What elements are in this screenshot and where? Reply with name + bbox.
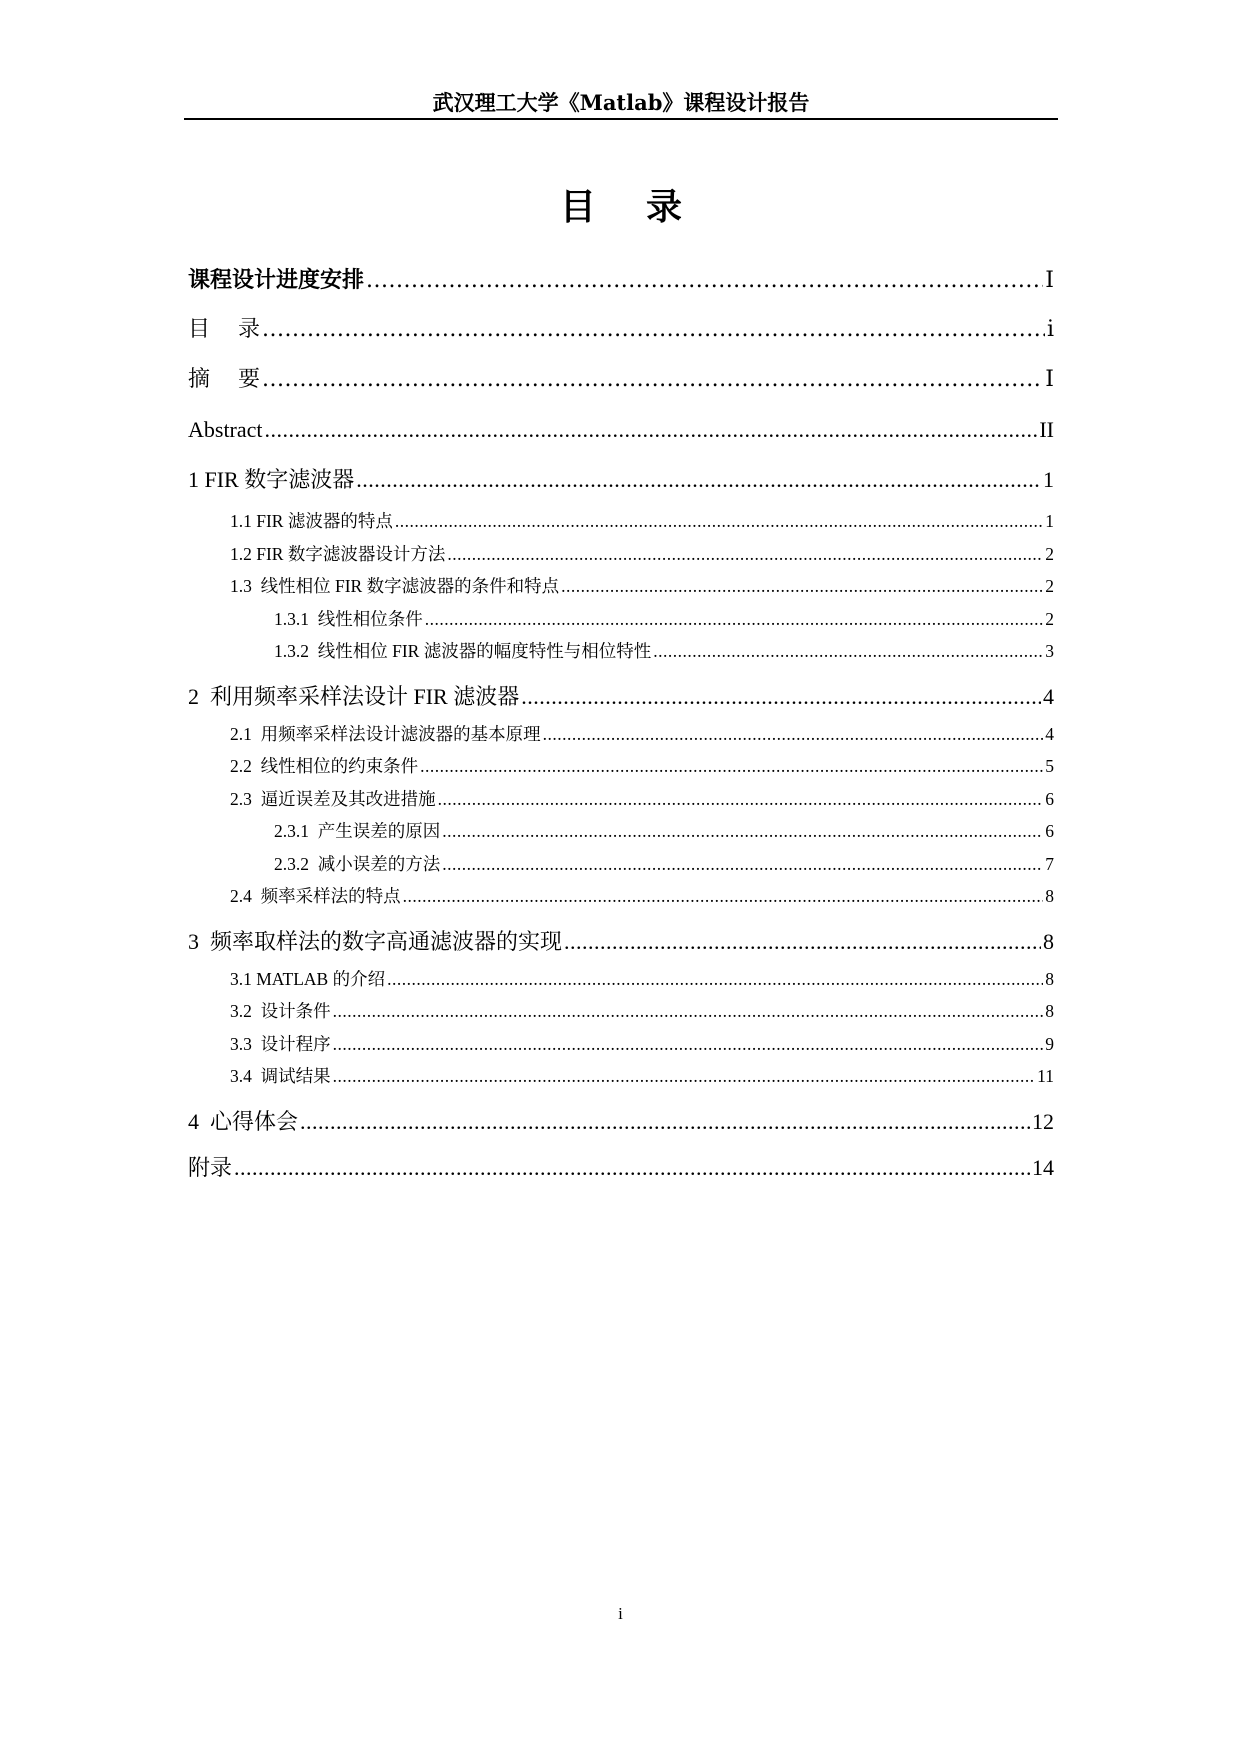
toc-entry-label: 1.1 FIR 滤波器的特点: [230, 511, 393, 531]
dot-leader: [442, 815, 1043, 848]
toc-entry-label: 课程设计进度安排: [188, 267, 365, 293]
toc-page-number: I: [1045, 268, 1054, 293]
toc-page-number: 2: [1045, 576, 1054, 596]
toc-entry[interactable]: [188, 355, 1054, 405]
toc-entry-label: 2.3.2 减小误差的方法: [274, 853, 441, 874]
toc-page-number: 8: [1045, 968, 1054, 989]
toc-entry-label: 2.2 线性相位的约束条件: [230, 756, 419, 776]
toc-entry[interactable]: [188, 405, 1054, 455]
toc-entry[interactable]: [188, 1060, 1054, 1093]
toc-entry-label: 3.3 设计程序: [230, 1033, 331, 1054]
toc-entry-label: 2.3.1 产生误差的原因: [274, 821, 441, 841]
dot-leader: [442, 848, 1043, 881]
toc-entry[interactable]: [188, 455, 1054, 505]
table-of-contents: [188, 255, 1054, 1193]
toc-entry-label: 1.3.1 线性相位条件: [274, 608, 423, 629]
toc-entry[interactable]: [188, 255, 1054, 305]
toc-entry[interactable]: [188, 538, 1054, 571]
toc-entry-label: 3.4 调试结果: [230, 1066, 331, 1086]
toc-title: 目 录: [559, 187, 683, 228]
toc-entry[interactable]: [188, 676, 1054, 718]
dot-leader: [262, 355, 1043, 405]
toc-entry[interactable]: [188, 750, 1054, 783]
toc-page-number: 8: [1043, 928, 1054, 954]
toc-page-number: 11: [1037, 1066, 1054, 1086]
toc-page-number: 3: [1045, 641, 1054, 661]
footer-page-number: i: [618, 1604, 623, 1623]
toc-entry-label: 2.4 频率采样法的特点: [230, 886, 401, 906]
toc-entry[interactable]: [188, 963, 1054, 996]
section-gap: [188, 913, 1054, 921]
toc-page-number: 2: [1045, 543, 1054, 564]
toc-page-number: 1: [1045, 511, 1054, 531]
toc-page-number: 5: [1045, 756, 1054, 776]
toc-entry-label: 4 心得体会: [188, 1108, 299, 1134]
toc-entry[interactable]: [188, 505, 1054, 538]
dot-leader: [234, 1143, 1030, 1193]
toc-entry-label: 3.1 MATLAB 的介绍: [230, 968, 386, 989]
toc-entry[interactable]: [188, 1028, 1054, 1061]
toc-page-number: 2: [1045, 608, 1054, 629]
toc-page-number: 12: [1032, 1108, 1054, 1134]
toc-entry-label: 1.3.2 线性相位 FIR 滤波器的幅度特性与相位特性: [274, 641, 652, 661]
dot-leader: [543, 718, 1044, 751]
toc-entry[interactable]: [188, 1101, 1054, 1143]
dot-leader: [403, 880, 1044, 913]
toc-entry[interactable]: [188, 783, 1054, 816]
dot-leader: [300, 1101, 1030, 1143]
dot-leader: [356, 455, 1041, 505]
dot-leader: [521, 676, 1041, 718]
toc-page-number: 6: [1045, 821, 1054, 841]
toc-entry-label: 2 利用频率采样法设计 FIR 滤波器: [188, 683, 520, 709]
toc-entry-label: 3 频率取样法的数字高通滤波器的实现: [188, 928, 563, 954]
header-rule: [184, 118, 1058, 120]
dot-leader: [387, 963, 1043, 996]
toc-entry[interactable]: [188, 921, 1054, 963]
toc-page-number: 8: [1045, 1001, 1054, 1021]
page-header: 武汉理工大学《Matlab》课程设计报告: [432, 90, 810, 115]
toc-entry[interactable]: [188, 995, 1054, 1028]
toc-page-number: 9: [1045, 1033, 1054, 1054]
toc-page-number: 1: [1043, 467, 1054, 492]
toc-page-number: II: [1039, 417, 1054, 442]
toc-entry[interactable]: [188, 570, 1054, 603]
toc-entry[interactable]: [188, 880, 1054, 913]
dot-leader: [265, 405, 1038, 455]
toc-page-number: i: [1046, 317, 1054, 342]
dot-leader: [420, 750, 1043, 783]
toc-entry-label: 附录: [188, 1154, 233, 1180]
toc-page-number: I: [1045, 367, 1054, 392]
dot-leader: [262, 305, 1045, 355]
dot-leader: [366, 256, 1043, 305]
toc-entry-label: 2.1 用频率采样法设计滤波器的基本原理: [230, 723, 541, 744]
dot-leader: [333, 1028, 1044, 1061]
toc-page-number: 7: [1045, 853, 1054, 874]
toc-entry[interactable]: [188, 848, 1054, 881]
toc-entry[interactable]: [188, 1143, 1054, 1193]
toc-entry[interactable]: [188, 815, 1054, 848]
dot-leader: [447, 538, 1043, 571]
section-gap: [188, 1093, 1054, 1101]
dot-leader: [395, 505, 1043, 538]
toc-entry-label: 2.3 逼近误差及其改进措施: [230, 788, 436, 809]
toc-entry-label: 目 录: [188, 317, 260, 342]
toc-entry[interactable]: [188, 603, 1054, 636]
dot-leader: [438, 783, 1044, 816]
toc-entry-label: 1.3 线性相位 FIR 数字滤波器的条件和特点: [230, 576, 560, 596]
toc-page-number: 4: [1043, 683, 1054, 709]
dot-leader: [653, 635, 1043, 668]
toc-page-number: 14: [1032, 1154, 1054, 1180]
toc-page-number: 8: [1045, 886, 1054, 906]
dot-leader: [425, 603, 1044, 636]
dot-leader: [333, 995, 1044, 1028]
toc-entry-label: 3.2 设计条件: [230, 1001, 331, 1021]
toc-page-number: 6: [1045, 788, 1054, 809]
dot-leader: [564, 921, 1041, 963]
toc-entry[interactable]: [188, 635, 1054, 668]
toc-entry[interactable]: [188, 305, 1054, 355]
section-gap: [188, 668, 1054, 676]
toc-entry-label: 摘 要: [188, 367, 260, 392]
toc-entry[interactable]: [188, 718, 1054, 751]
toc-entry-label: 1 FIR 数字滤波器: [188, 467, 355, 492]
dot-leader: [333, 1060, 1036, 1093]
toc-page-number: 4: [1045, 723, 1054, 744]
dot-leader: [561, 570, 1043, 603]
toc-entry-label: 1.2 FIR 数字滤波器设计方法: [230, 543, 446, 564]
toc-entry-label: Abstract: [188, 417, 263, 442]
